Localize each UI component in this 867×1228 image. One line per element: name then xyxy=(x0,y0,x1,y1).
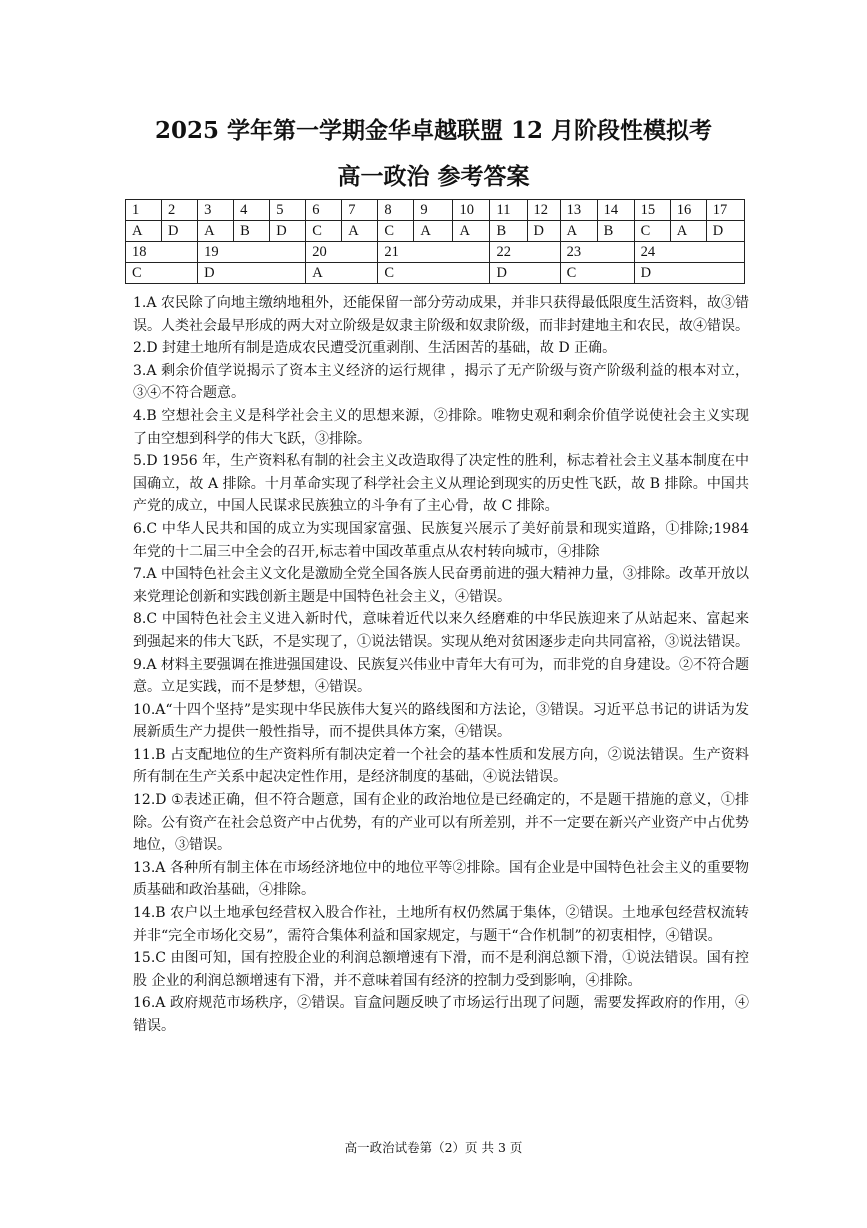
explanation-item: 16.A 政府规范市场秩序，②错误。盲盒问题反映了市场运行出现了问题，需要发挥政府的作用，④错误。 xyxy=(133,995,749,1034)
answer-letter: C xyxy=(378,221,414,242)
explanation-item: 14.B 农户以土地承包经营权入股合作社，土地所有权仍然属于集体，②错误。土地承包经营权流转并非“完全市场化交易”，需符合集体利益和国家规定，与题干“合作机制”的初衷相悖，④错误。 xyxy=(133,905,749,944)
question-number: 17 xyxy=(706,200,744,221)
answer-letter: C xyxy=(634,221,670,242)
answer-letter: D xyxy=(706,221,744,242)
question-number: 7 xyxy=(342,200,378,221)
answer-letter: A xyxy=(453,221,490,242)
answer-letter: C xyxy=(126,263,198,284)
question-number: 13 xyxy=(560,200,597,221)
question-number: 2 xyxy=(162,200,198,221)
answer-letter: B xyxy=(490,221,527,242)
answer-letter: C xyxy=(378,263,490,284)
explanation-item: 10.A“十四个坚持”是实现中华民族伟大复兴的路线图和方法论，③错误。习近平总书记的讲话为发展新质生产力提供一般性指导，而不提供具体方案，④错误。 xyxy=(133,701,749,741)
question-number: 24 xyxy=(634,242,744,263)
question-number: 9 xyxy=(414,200,453,221)
explanation-item: 15.C 由图可知，国有控股企业的利润总额增速有下滑，而不是利润总额下滑，①说法错误。国有控股 企业的利润总额增速有下滑，并不意味着国有经济的控制力受到影响，④排除。 xyxy=(133,950,749,989)
page-footer: 高一政治试卷第（2）页 共 3 页 xyxy=(344,1140,523,1155)
question-number: 3 xyxy=(198,200,234,221)
question-number: 4 xyxy=(234,200,270,221)
question-number: 10 xyxy=(453,200,490,221)
answer-letter: C xyxy=(560,263,634,284)
answer-letter: D xyxy=(162,221,198,242)
answer-letter: D xyxy=(634,263,744,284)
answer-letter: D xyxy=(198,263,306,284)
explanation-item: 2.D 封建土地所有制是造成农民遭受沉重剥削、生活困苦的基础，故 D 正确。 xyxy=(133,340,617,357)
question-number: 22 xyxy=(490,242,560,263)
explanations xyxy=(133,292,749,1038)
question-number: 14 xyxy=(597,200,634,221)
explanation-item: 4.B 空想社会主义是科学社会主义的思想来源，②排除。唯物史观和剩余价值学说使社会主义实现了由空想到科学的伟大飞跃，③排除。 xyxy=(133,407,749,447)
explanation-item: 3.A 剩余价值学说揭示了资本主义经济的运行规律 ，揭示了无产阶级与资产阶级利益的根本对立，③④不符合题意。 xyxy=(133,362,749,402)
page-subtitle: 高一政治 参考答案 xyxy=(337,163,530,190)
question-number: 16 xyxy=(670,200,706,221)
explanation-item: 7.A 中国特色社会主义文化是激励全党全国各族人民奋勇前进的强大精神力量，③排除。改革开放以来党理论创新和实践创新主题是中国特色社会主义，④错误。 xyxy=(133,566,749,605)
explanation-item: 9.A 材料主要强调在推进强国建设、民族复兴伟业中青年大有可为，而非党的自身建设。②不符合题意。立足实践，而不是梦想，④错误。 xyxy=(133,656,749,696)
page-title: 2025 学年第一学期金华卓越联盟 12 月阶段性模拟考 xyxy=(154,117,713,144)
answer-letter: C xyxy=(306,221,342,242)
question-number: 19 xyxy=(198,242,306,263)
question-number: 15 xyxy=(634,200,670,221)
answer-letter: A xyxy=(670,221,706,242)
answer-letter-row-2 xyxy=(126,263,745,284)
answer-letter: A xyxy=(560,221,597,242)
answer-letter: D xyxy=(490,263,560,284)
question-number: 18 xyxy=(126,242,198,263)
question-number: 11 xyxy=(490,200,527,221)
answer-letter: D xyxy=(527,221,560,242)
answer-letter: A xyxy=(126,221,162,242)
answer-letter-row xyxy=(126,221,745,242)
question-number: 12 xyxy=(527,200,560,221)
question-number: 5 xyxy=(270,200,306,221)
answer-number-row xyxy=(126,200,745,221)
explanation-item: 6.C 中华人民共和国的成立为实现国家富强、民族复兴展示了美好前景和现实道路，①排除;1984 年党的十二届三中全会的召开,标志着中国改革重点从农村转向城市，④排除 xyxy=(133,520,749,560)
question-number: 6 xyxy=(306,200,342,221)
question-number: 1 xyxy=(126,200,162,221)
explanation-item: 11.B 占支配地位的生产资料所有制决定着一个社会的基本性质和发展方向，②说法错误。生产资料所有制在生产关系中起决定性作用，是经济制度的基础，④说法错误。 xyxy=(133,746,749,786)
answer-table xyxy=(125,199,745,284)
question-number: 20 xyxy=(306,242,378,263)
answer-letter: A xyxy=(198,221,234,242)
explanation-item: 1.A 农民除了向地主缴纳地租外，还能保留一部分劳动成果，并非只获得最低限度生活资料，故③错误。人类社会最早形成的两大对立阶级是奴隶主阶级和奴隶阶级，而非封建地主和农民，故④错误。 xyxy=(133,295,749,334)
question-number: 8 xyxy=(378,200,414,221)
question-number: 23 xyxy=(560,242,634,263)
explanation-item: 8.C 中国特色社会主义进入新时代，意味着近代以来久经磨难的中华民族迎来了从站起来、富起来到强起来的伟大飞跃，不是实现了，①说法错误。实现从绝对贫困逐步走向共同富裕，③说法错误。 xyxy=(133,611,749,650)
explanation-item: 12.D ①表述正确，但不符合题意，国有企业的政治地位是已经确定的，不是题干措施的意义，①排除。公有资产在社会总资产中占优势，有的产业可以有所差别，并不一定要在新兴产业资产中占优势地位，③错误。 xyxy=(133,792,749,854)
answer-letter: A xyxy=(306,263,378,284)
answer-number-row-2 xyxy=(126,242,745,263)
answer-letter: D xyxy=(270,221,306,242)
answer-letter: A xyxy=(414,221,453,242)
question-number: 21 xyxy=(378,242,490,263)
answer-letter: B xyxy=(597,221,634,242)
answer-letter: A xyxy=(342,221,378,242)
explanation-item: 5.D 1956 年，生产资料私有制的社会主义改造取得了决定性的胜利，标志着社会主义基本制度在中国确立，故 A 排除。十月革命实现了科学社会主义从理论到现实的历史性飞跃，故 B 排除。中国共产党的成立，中国人民谋求民族独立的斗争有了主心骨，故 C 排除。 xyxy=(133,453,749,515)
explanation-item: 13.A 各种所有制主体在市场经济地位中的地位平等②排除。国有企业是中国特色社会主义的重要物质基础和政治基础，④排除。 xyxy=(133,859,749,899)
answer-letter: B xyxy=(234,221,270,242)
